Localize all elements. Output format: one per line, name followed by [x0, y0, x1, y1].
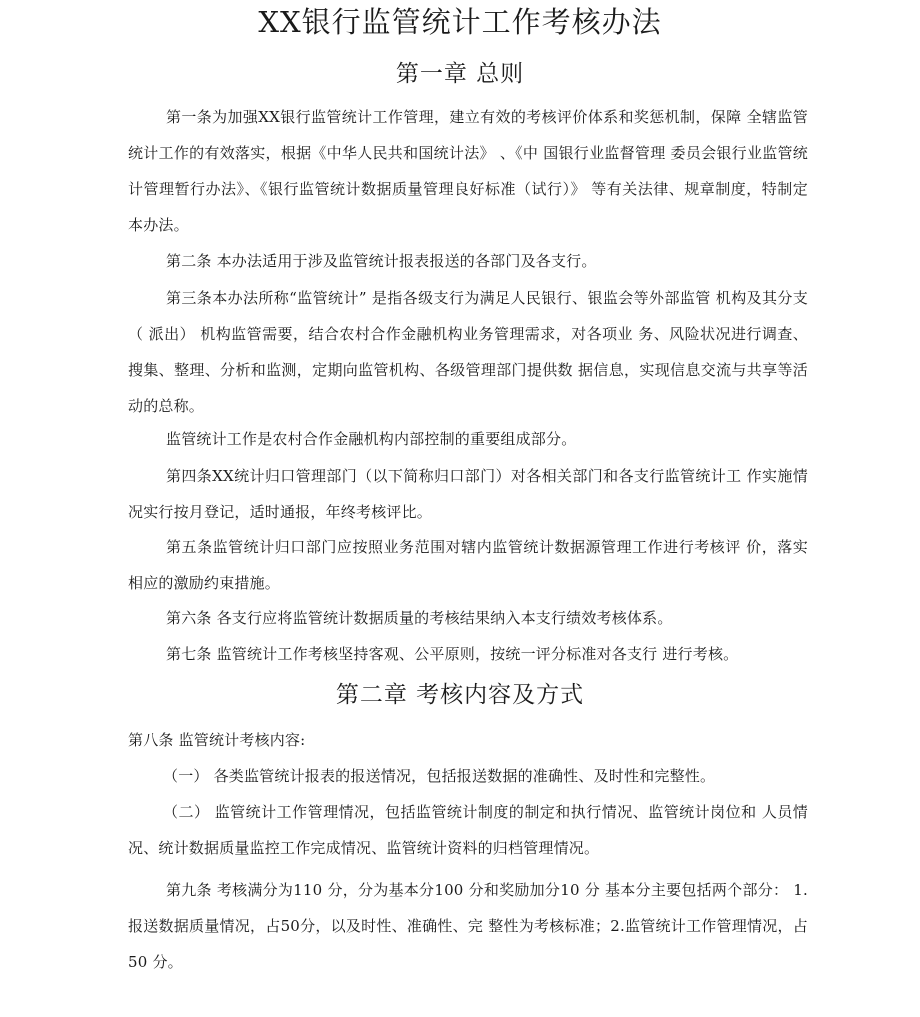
article-9: 第九条 考核满分为110 分，分为基本分100 分和奖励加分10 分 基本分主要包括两个部分： 1.报送数据质量情况，占50分，以及时性、准确性、完 整性为考核标准；2.监管统计工作管理情况，占50 分。 — [128, 881, 808, 971]
article-1: 第一条为加强XX银行监管统计工作管理，建立有效的考核评价体系和奖惩机制，保障 全辖监管统计工作的有效落实，根据《中华人民共和国统计法》 、《中 国银行业监督管理 委员会银行业监管统计管理暂行办法》、《银行监管统计数据质量管理良好标准（试行）》 等有关法律、规章制度，特制定本办法。 — [128, 108, 808, 234]
document-title: XX银行监管统计工作考核办法 — [258, 5, 662, 39]
article-8: 第八条 监管统计考核内容: — [128, 731, 306, 749]
article-6: 第六条 各支行应将监管统计数据质量的考核结果纳入本支行绩效考核体系。 — [166, 609, 673, 627]
article-4: 第四条XX统计归口管理部门（以下简称归口部门）对各相关部门和各支行监管统计工 作实施情况实行按月登记，适时通报，年终考核评比。 — [128, 467, 808, 521]
chapter-1-heading: 第一章 总则 — [395, 61, 525, 87]
article-8-item-1: （一） 各类监管统计报表的报送情况，包括报送数据的准确性、及时性和完整性。 — [163, 767, 716, 785]
article-3: 第三条本办法所称“监管统计” 是指各级支行为满足人民银行、银监会等外部监管 机构及其分支（ 派出） 机构监管需要，结合农村合作金融机构业务管理需求，对各项业 务、风险状况进行调查、搜集、整理、分析和监测，定期向监管机构、各级管理部门提供数 据信息，实现信息交流与共享等活动的总称。 — [128, 289, 808, 415]
article-8-item-2: （二） 监管统计工作管理情况，包括监管统计制度的制定和执行情况、监管统计岗位和 人员情况、统计数据质量监控工作完成情况、监管统计资料的归档管理情况。 — [128, 803, 808, 857]
article-3-note: 监管统计工作是农村合作金融机构内部控制的重要组成部分。 — [166, 430, 577, 448]
chapter-2-heading: 第二章 考核内容及方式 — [335, 682, 585, 708]
article-5: 第五条监管统计归口部门应按照业务范围对辖内监管统计数据源管理工作进行考核评 价，落实相应的激励约束措施。 — [128, 538, 808, 592]
article-7: 第七条 监管统计工作考核坚持客观、公平原则，按统一评分标准对各支行 进行考核。 — [166, 645, 739, 663]
article-2: 第二条 本办法适用于涉及监管统计报表报送的各部门及各支行。 — [166, 252, 597, 270]
